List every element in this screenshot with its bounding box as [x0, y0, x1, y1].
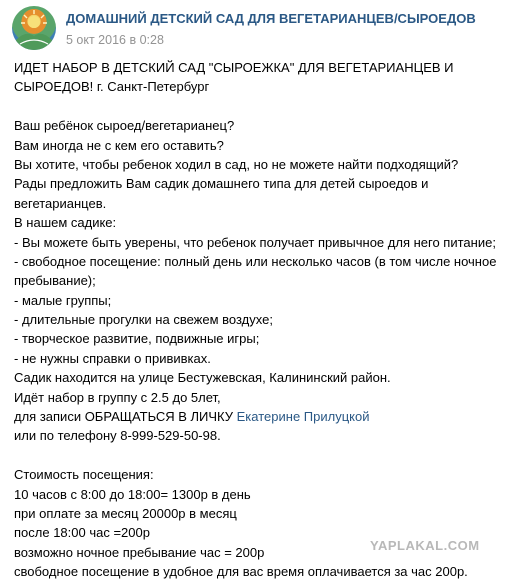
text-line: при оплате за месяц 20000р в месяц — [14, 505, 237, 521]
text-line: Ваш ребёнок сыроед/вегетарианец? — [14, 118, 235, 134]
text-line: Вам иногда не с кем его оставить? — [14, 137, 224, 153]
text-line: свободное посещение в удобное для вас время оплачивается за час 200р. — [14, 564, 468, 580]
text-line: СЫРОЕДОВ! г. Санкт-Петербург — [14, 79, 210, 95]
blank-line — [14, 97, 524, 116]
post-text — [14, 58, 524, 582]
text-line: ИДЕТ НАБОР В ДЕТСКИЙ САД "СЫРОЕЖКА" ДЛЯ ВЕГЕТАРИАНЦЕВ И — [14, 60, 454, 75]
watermark: YAPLAKAL.COM — [370, 538, 480, 553]
text-line: Стоимость посещения: — [14, 467, 154, 483]
text-line: - малые группы; — [14, 292, 112, 308]
text-line: после 18:00 час =200р — [14, 525, 150, 541]
text-line: Садик находится на улице Бестужевская, Калининский район. — [14, 370, 391, 386]
text-line: - не нужны справки о прививках. — [14, 350, 211, 366]
text-line: пребывание); — [14, 273, 96, 289]
text-line: Рады предложить Вам садик домашнего типа для детей сыроедов и — [14, 176, 429, 192]
post-date[interactable]: 5 окт 2016 в 0:28 — [66, 33, 164, 47]
mention-link[interactable]: Екатерине Прилуцкой — [236, 409, 370, 425]
text-line: В нашем садике: — [14, 215, 117, 231]
text-line: Идёт набор в группу с 2.5 до 5лет, — [14, 389, 221, 405]
group-name-link[interactable]: ДОМАШНИЙ ДЕТСКИЙ САД ДЛЯ ВЕГЕТАРИАНЦЕВ/СЫРОЕДОВ — [66, 11, 476, 26]
text-line: или по телефону 8-999-529-50-98. — [14, 428, 221, 444]
text-line: - длительные прогулки на свежем воздухе; — [14, 312, 273, 328]
text-line: 10 часов с 8:00 до 18:00= 1300р в день — [14, 486, 251, 502]
text-line: - свободное посещение: полный день или несколько часов (в том числе ночное — [14, 253, 497, 269]
text-line: возможно ночное пребывание час = 200р — [14, 544, 265, 560]
post-header — [12, 6, 522, 52]
blank-line — [14, 446, 524, 465]
contact-prefix: для записи ОБРАЩАТЬСЯ В ЛИЧКУ — [14, 409, 237, 425]
text-line: вегетарианцев. — [14, 195, 107, 211]
group-avatar[interactable] — [12, 6, 56, 50]
text-line: Вы хотите, чтобы ребенок ходил в сад, но не можете найти подходящий? — [14, 156, 459, 172]
text-line: - творческое развитие, подвижные игры; — [14, 331, 260, 347]
text-line: - Вы можете быть уверены, что ребенок получает привычное для него питание; — [14, 234, 496, 250]
sun-icon — [12, 6, 56, 50]
contact-line — [14, 407, 524, 426]
